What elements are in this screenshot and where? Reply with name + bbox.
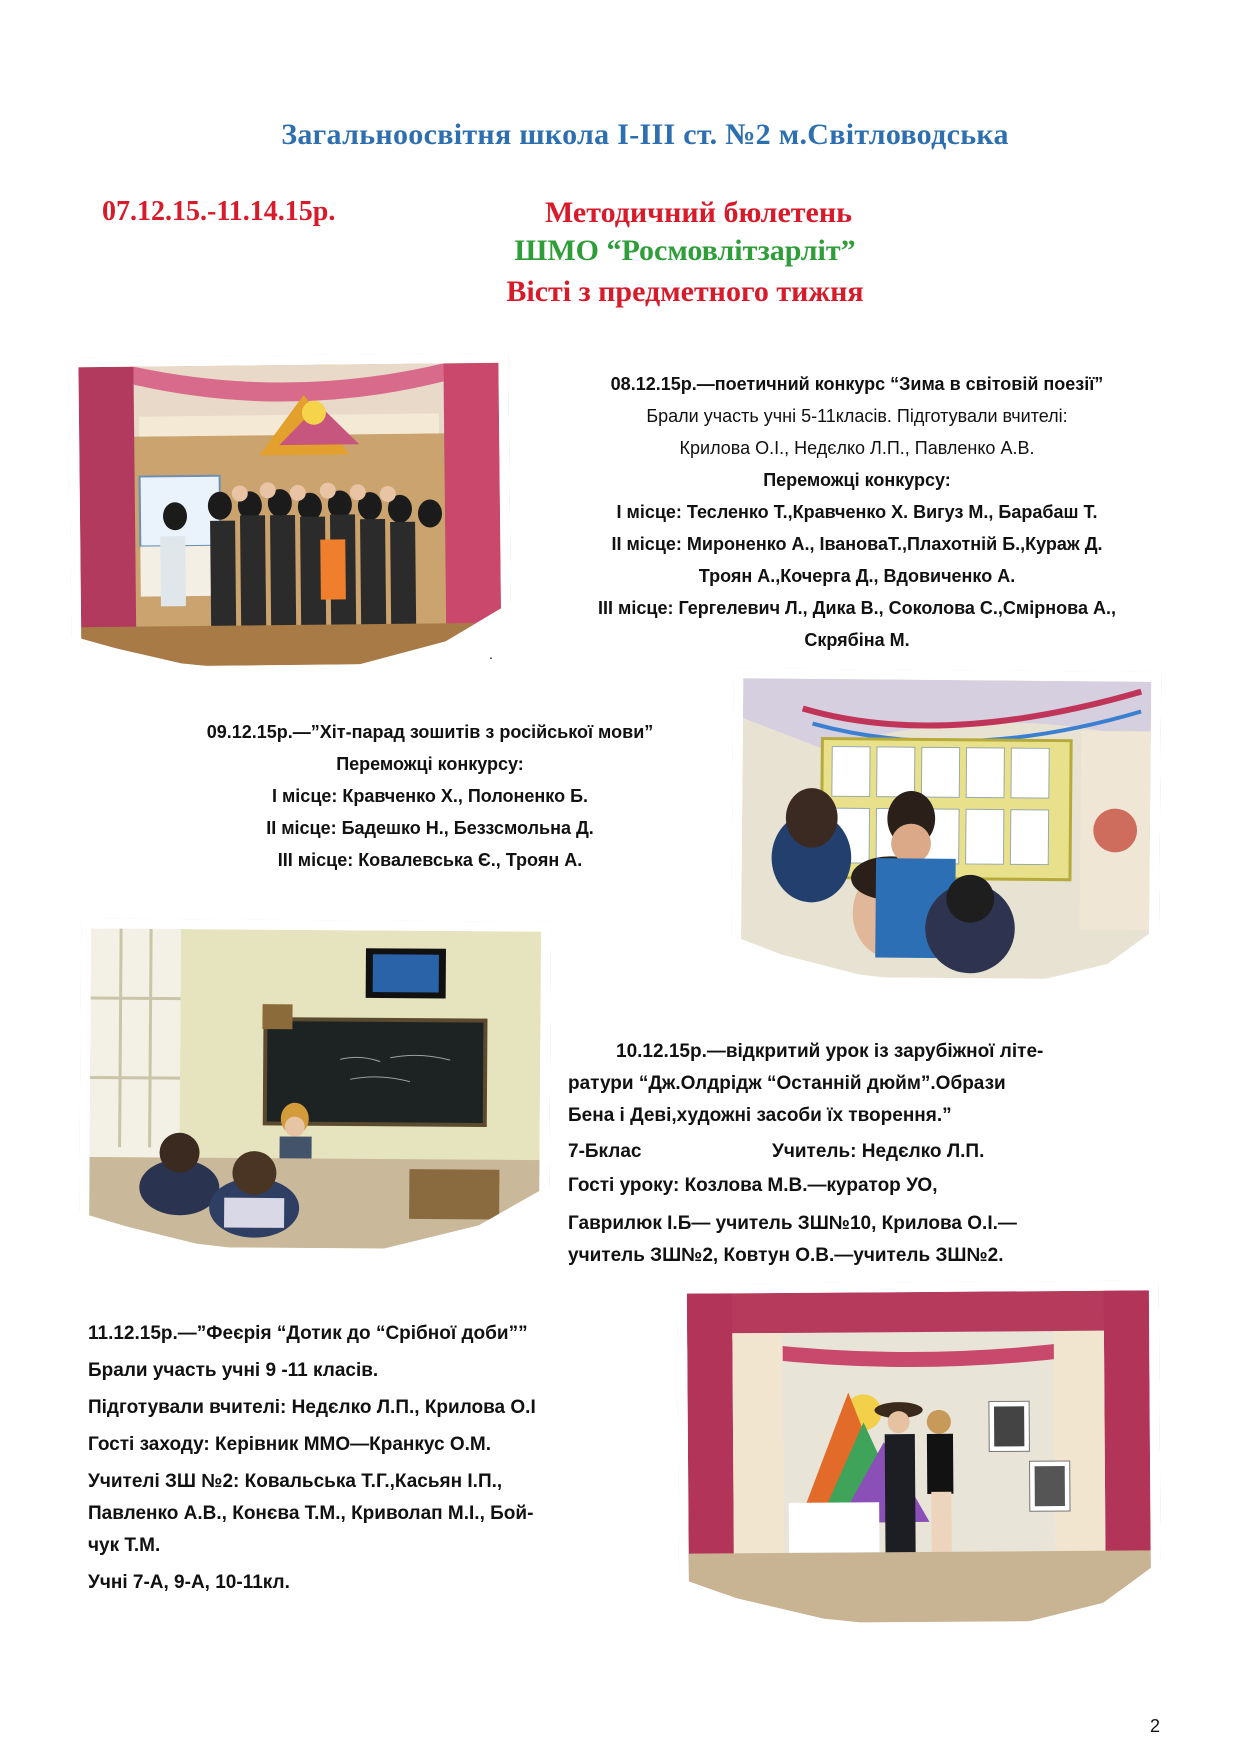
event1-place3b: Скрябіна М. <box>804 630 910 650</box>
event2-place1: І місце: Кравченко Х., Полоненко Б. <box>271 786 589 806</box>
event3-block <box>568 1036 1168 1272</box>
event1-participants: Брали участь учні 5-11класів. Підготували вчителі: <box>646 406 1068 426</box>
event3-line2: ратури “Дж.Олдрідж “Останній дюйм”.Образи <box>568 1073 1006 1094</box>
event4-guests: Гості заходу: Керівник ММО—Кранкус О.М. <box>88 1434 491 1455</box>
event4-school-teachers3: чук Т.М. <box>88 1535 161 1556</box>
photo-poetry-contest <box>68 353 511 678</box>
event1-winners-label: Переможці конкурсу: <box>763 470 951 490</box>
event4-title: 11.12.15р.—”Феєрія “Дотик до “Срібної доби”” <box>88 1323 528 1344</box>
event3-guests3: учитель ЗШ№2, Ковтун О.В.—учитель ЗШ№2. <box>568 1245 1004 1266</box>
event2-winners-label: Переможці конкурсу: <box>336 754 524 774</box>
bulletin-dates: 07.12.15.-11.14.15р. <box>102 196 336 227</box>
event1-place3: ІІІ місце: Гергелевич Л., Дика В., Соколова С.,Смірнова А., <box>598 598 1116 618</box>
event2-title: 09.12.15р.—”Хіт-парад зошитів з російської мови” <box>206 722 654 742</box>
event1-teachers: Крилова О.І., Недєлко Л.П., Павленко А.В. <box>679 438 1035 458</box>
event3-line1: 10.12.15р.—відкритий урок із зарубіжної літе- <box>616 1041 1044 1062</box>
stray-dot: . <box>489 646 493 662</box>
event2-block <box>130 716 730 876</box>
event1-place2b: Троян А.,Кочерга Д., Вдовиченко А. <box>698 566 1016 586</box>
event3-line3: Бена і Деві,художні засоби їх творення.” <box>568 1105 952 1126</box>
event4-block <box>88 1318 688 1599</box>
event4-teachers: Підготували вчителі: Недєлко Л.П., Крилова О.І <box>88 1397 536 1418</box>
event1-place1: І місце: Тесленко Т.,Кравченко Х. Вигуз М., Барабаш Т. <box>616 502 1098 522</box>
photo-open-lesson <box>79 918 551 1259</box>
shmo-title: ШМО “Росмовлітзарліт” <box>514 234 856 267</box>
event3-guests2: Гаврилюк І.Б— учитель ЗШ№10, Крилова О.І.— <box>568 1213 1017 1234</box>
photo-notebook-hit-parade <box>731 668 1162 990</box>
event3-guests1: Гості уроку: Козлова М.В.—куратор УО, <box>568 1175 938 1196</box>
event4-school-teachers1: Учителі ЗШ №2: Ковальська Т.Г.,Касьян І.П., <box>88 1471 503 1492</box>
event1-place2: ІІ місце: Мироненко А., ІвановаТ.,Плахотній Б.,Кураж Д. <box>611 534 1103 554</box>
bulletin-title: Методичний бюлетень <box>545 196 852 229</box>
event1-title: 08.12.15р.—поетичний конкурс “Зима в світовій поезії” <box>610 374 1104 394</box>
event4-students: Учні 7-А, 9-А, 10-11кл. <box>88 1572 290 1593</box>
photo-silver-age-show <box>677 1280 1161 1633</box>
page-number: 2 <box>1149 1716 1160 1736</box>
event1-block <box>512 368 1202 656</box>
event4-participants: Брали участь учні 9 -11 класів. <box>88 1360 379 1381</box>
school-title: Загальноосвітня школа І-ІІІ ст. №2 м.Світловодська <box>281 118 1009 151</box>
news-title: Вісті з предметного тижня <box>506 275 864 308</box>
event2-place2: ІІ місце: Бадешко Н., Беззсмольна Д. <box>266 818 594 838</box>
event3-class: 7-Бклас <box>568 1141 642 1162</box>
event4-school-teachers2: Павленко А.В., Конєва Т.М., Криволап М.І., Бой- <box>88 1503 534 1524</box>
event2-place3: ІІІ місце: Ковалевська Є., Троян А. <box>277 850 583 870</box>
event3-teacher: Учитель: Недєлко Л.П. <box>772 1141 985 1162</box>
